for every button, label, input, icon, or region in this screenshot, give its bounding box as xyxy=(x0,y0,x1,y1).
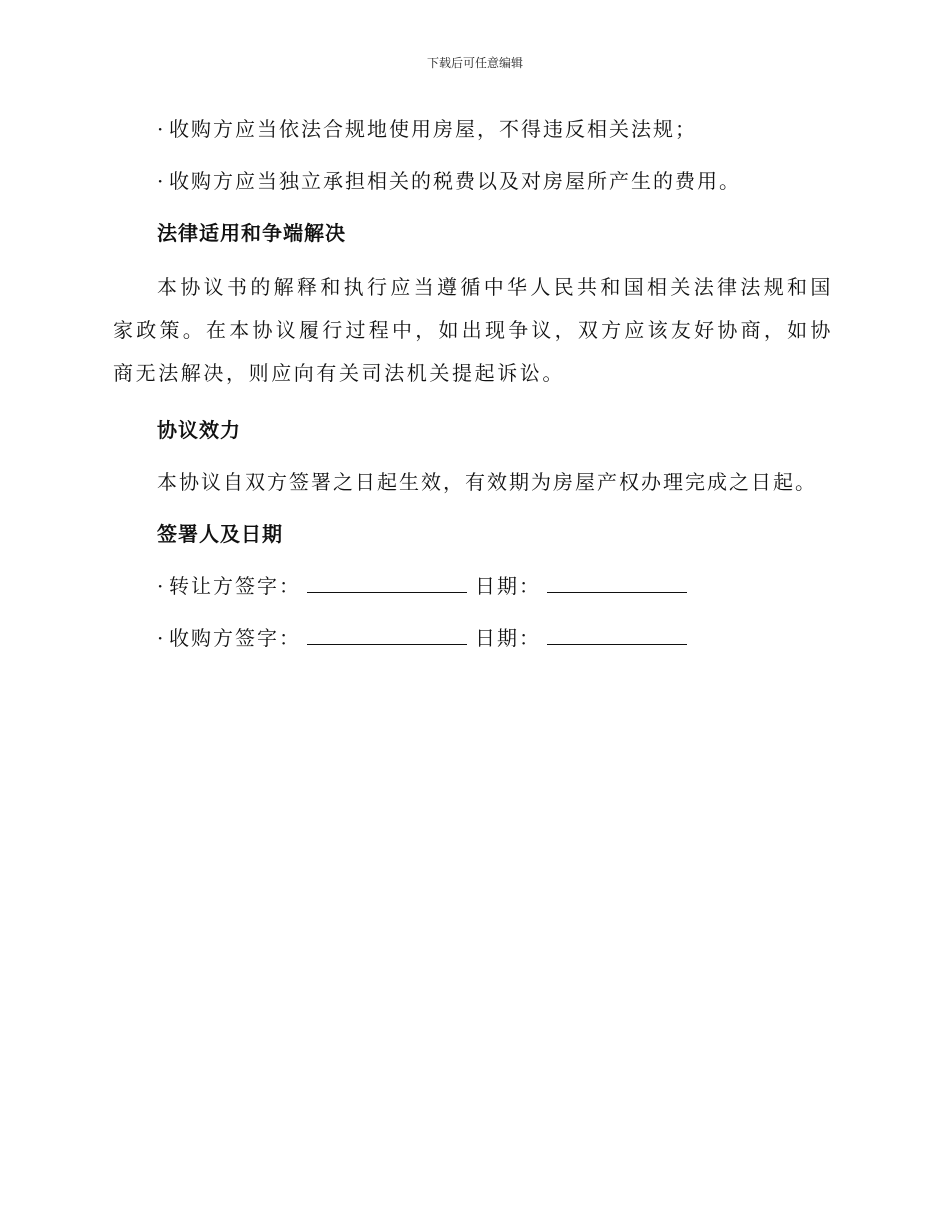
bullet-dot: · xyxy=(157,626,166,650)
purchaser-signature-label: 收购方签字： xyxy=(169,626,301,650)
signature-section-heading: 签署人及日期 xyxy=(157,522,283,546)
obligation-item xyxy=(113,162,833,200)
signature-row-purchaser xyxy=(113,619,833,657)
document-content xyxy=(113,110,833,657)
header-note: 下载后可任意编辑 xyxy=(426,56,523,70)
purchaser-signature-blank[interactable] xyxy=(307,622,467,645)
law-section-body: 本协议书的解释和执行应当遵循中华人民共和国相关法律法规和国家政策。在本协议履行过程中，如出现争议，双方应该友好协商，如协商无法解决，则应向有关司法机关提起诉讼。 xyxy=(113,275,833,385)
bullet-dot: · xyxy=(157,169,166,193)
signature-row-transferor xyxy=(113,567,833,605)
validity-section-body: 本协议自双方签署之日起生效，有效期为房屋产权办理完成之日起。 xyxy=(157,470,817,494)
obligation-text: 收购方应当依法合规地使用房屋，不得违反相关法规； xyxy=(169,117,697,141)
purchaser-date-blank[interactable] xyxy=(547,622,687,645)
obligation-text: 收购方应当独立承担相关的税费以及对房屋所产生的费用。 xyxy=(169,169,741,193)
obligation-item xyxy=(113,110,833,148)
transferor-signature-blank[interactable] xyxy=(307,570,467,593)
transferor-date-blank[interactable] xyxy=(547,570,687,593)
bullet-dot: · xyxy=(157,117,166,141)
transferor-date-label: 日期： xyxy=(475,574,541,598)
law-section-heading: 法律适用和争端解决 xyxy=(157,221,346,245)
bullet-dot: · xyxy=(157,574,166,598)
purchaser-date-label: 日期： xyxy=(475,626,541,650)
transferor-signature-label: 转让方签字： xyxy=(169,574,301,598)
validity-section-heading: 协议效力 xyxy=(157,418,241,442)
